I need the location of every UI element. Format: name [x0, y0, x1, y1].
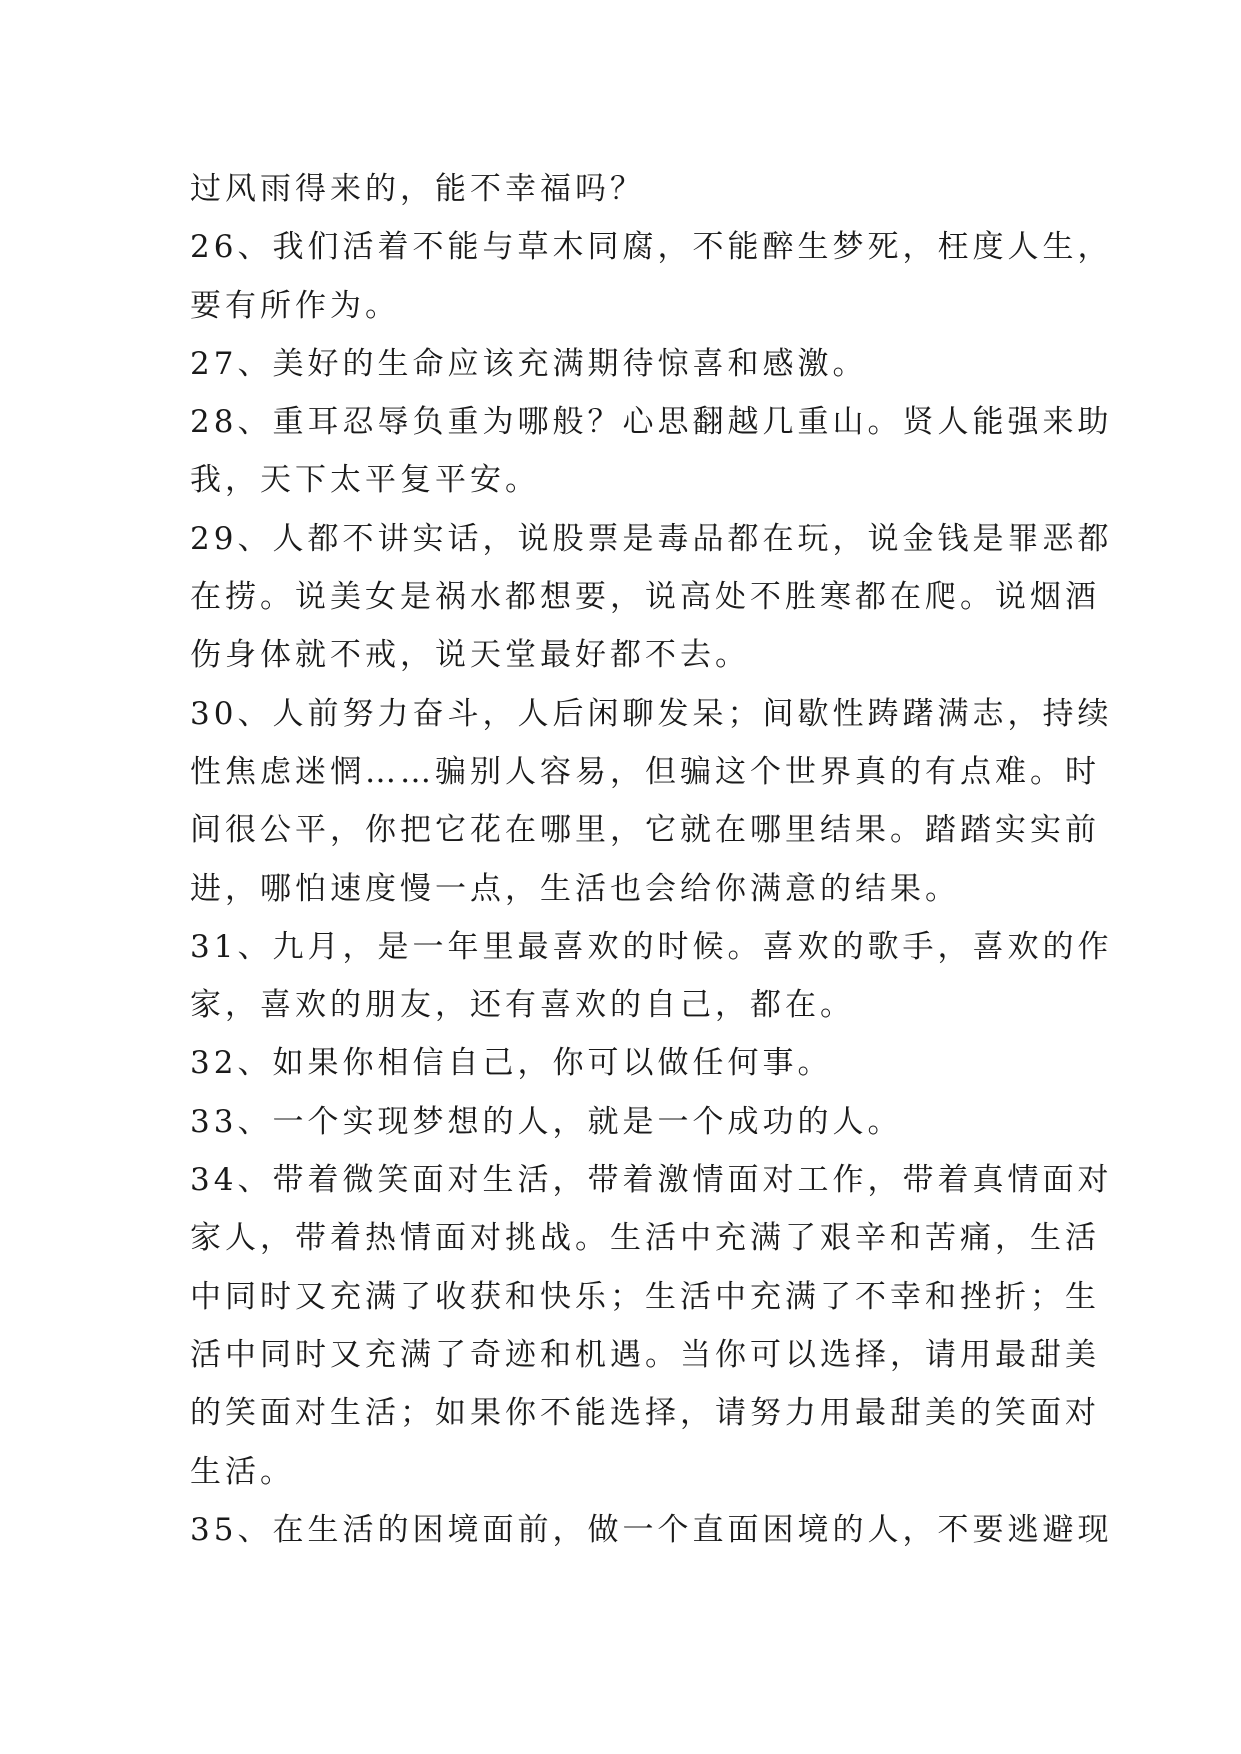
- text-line: 伤身体就不戒，说天堂最好都不去。: [190, 637, 750, 674]
- text-line: 29、人都不讲实话，说股票是毒品都在玩，说金钱是罪恶都: [190, 520, 1113, 557]
- text-line: 32、如果你相信自己，你可以做任何事。: [190, 1045, 833, 1082]
- text-line: 性焦虑迷惘……骗别人容易，但骗这个世界真的有点难。时: [190, 753, 1100, 790]
- document-body: [190, 160, 1113, 1559]
- text-line: 30、人前努力奋斗，人后闲聊发呆；间歇性踌躇满志，持续: [190, 695, 1113, 732]
- text-line: 28、重耳忍辱负重为哪般？心思翻越几重山。贤人能强来助: [190, 404, 1113, 441]
- text-line: 要有所作为。: [190, 287, 400, 324]
- text-line: 中同时又充满了收获和快乐；生活中充满了不幸和挫折；生: [190, 1278, 1100, 1315]
- text-line: 家，喜欢的朋友，还有喜欢的自己，都在。: [190, 987, 855, 1024]
- text-line: 33、一个实现梦想的人，就是一个成功的人。: [190, 1103, 903, 1140]
- text-line: 生活。: [190, 1453, 295, 1490]
- text-line: 间很公平，你把它花在哪里，它就在哪里结果。踏踏实实前: [190, 812, 1100, 849]
- text-line: 家人，带着热情面对挑战。生活中充满了艰辛和苦痛，生活: [190, 1220, 1100, 1257]
- text-line: 进，哪怕速度慢一点，生活也会给你满意的结果。: [190, 870, 960, 907]
- text-line: 过风雨得来的，能不幸福吗？: [190, 171, 645, 207]
- text-line: 35、在生活的困境面前，做一个直面困境的人，不要逃避现: [190, 1511, 1113, 1548]
- text-line: 31、九月，是一年里最喜欢的时候。喜欢的歌手，喜欢的作: [190, 928, 1113, 965]
- text-line: 27、美好的生命应该充满期待惊喜和感激。: [190, 345, 868, 382]
- text-line: 26、我们活着不能与草木同腐，不能醉生梦死，枉度人生，: [190, 229, 1113, 266]
- text-line: 我，天下太平复平安。: [190, 462, 540, 499]
- text-line: 的笑面对生活；如果你不能选择，请努力用最甜美的笑面对: [190, 1395, 1100, 1432]
- text-line: 活中同时又充满了奇迹和机遇。当你可以选择，请用最甜美: [190, 1336, 1100, 1373]
- text-line: 在捞。说美女是祸水都想要，说高处不胜寒都在爬。说烟酒: [190, 579, 1100, 616]
- text-line: 34、带着微笑面对生活，带着激情面对工作，带着真情面对: [190, 1162, 1113, 1199]
